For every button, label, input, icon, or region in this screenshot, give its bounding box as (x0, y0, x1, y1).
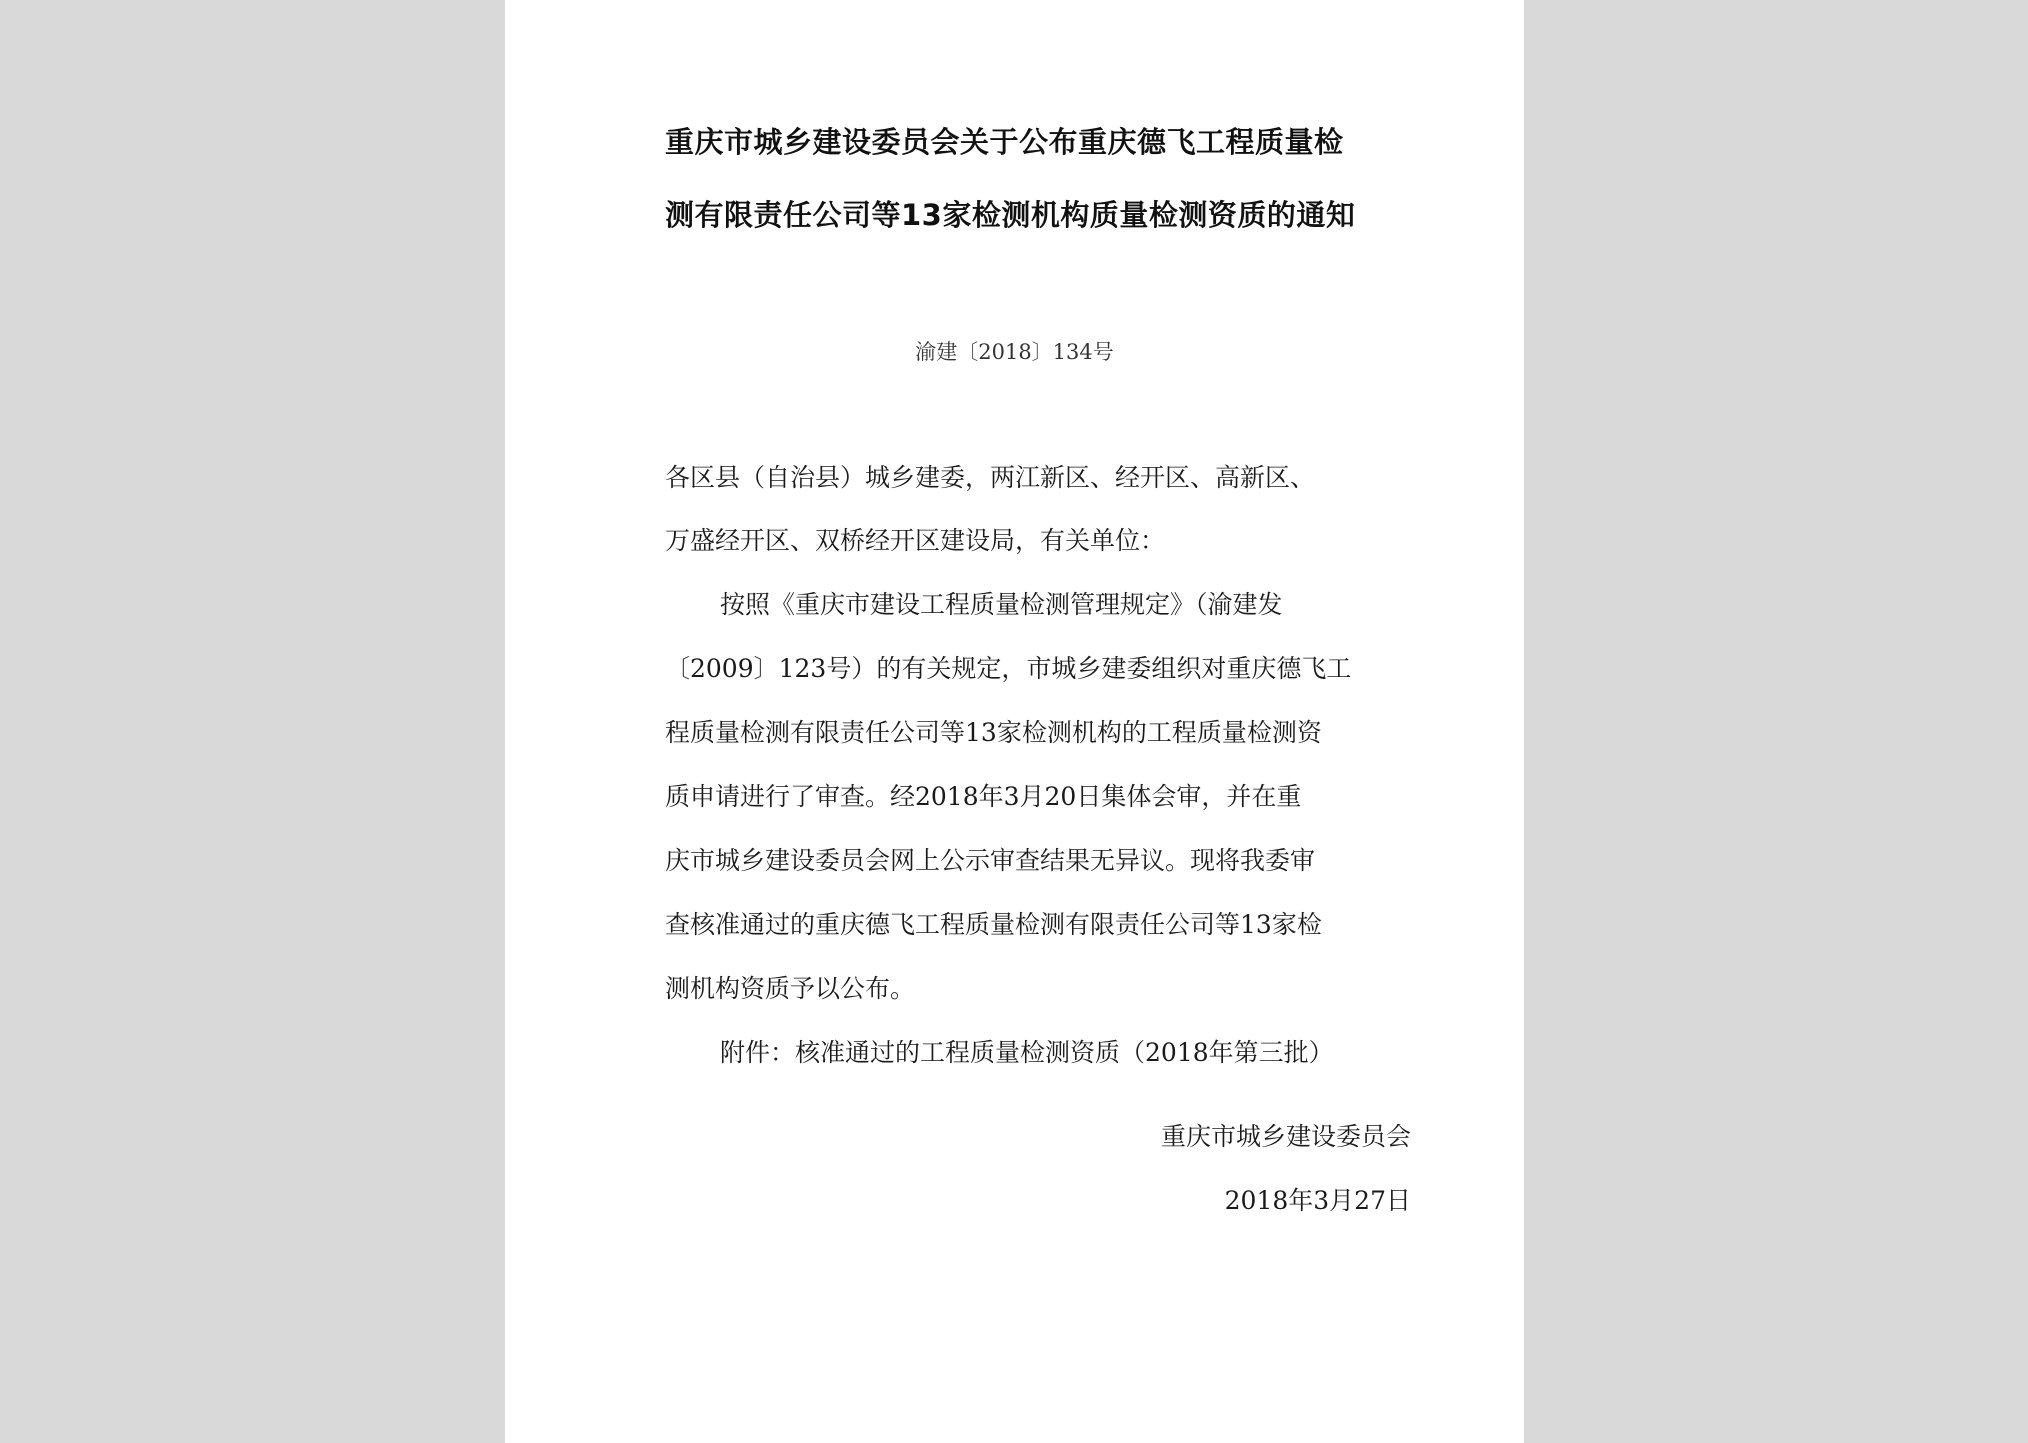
signature-date: 2018年3月27日 (1224, 1186, 1411, 1215)
attachment-note: 附件：核准通过的工程质量检测资质（2018年第三批） (720, 1038, 1334, 1067)
document-title-line-2: 测有限责任公司等13家检测机构质量检测资质的通知 (665, 198, 1356, 232)
body-line-6: 查核准通过的重庆德飞工程质量检测有限责任公司等13家检 (665, 910, 1322, 939)
body-line-3: 程质量检测有限责任公司等13家检测机构的工程质量检测资 (665, 718, 1322, 747)
document-number: 渝建〔2018〕134号 (915, 340, 1114, 364)
document-page (505, 0, 1524, 1443)
body-line-4: 质申请进行了审查。经2018年3月20日集体会审，并在重 (665, 782, 1302, 811)
signature-issuer: 重庆市城乡建设委员会 (1160, 1122, 1411, 1151)
body-line-7: 测机构资质予以公布。 (665, 974, 916, 1003)
addressee-line-1: 各区县（自治县）城乡建委，两江新区、经开区、高新区、 (665, 463, 1316, 492)
body-line-2: 〔2009〕123号）的有关规定，市城乡建委组织对重庆德飞工 (665, 654, 1352, 683)
document-title-line-1: 重庆市城乡建设委员会关于公布重庆德飞工程质量检 (665, 125, 1344, 159)
body-line-1: 按照《重庆市建设工程质量检测管理规定》（渝建发 (720, 590, 1283, 619)
addressee-line-2: 万盛经开区、双桥经开区建设局，有关单位： (665, 526, 1166, 555)
body-line-5: 庆市城乡建设委员会网上公示审查结果无异议。现将我委审 (665, 846, 1316, 875)
